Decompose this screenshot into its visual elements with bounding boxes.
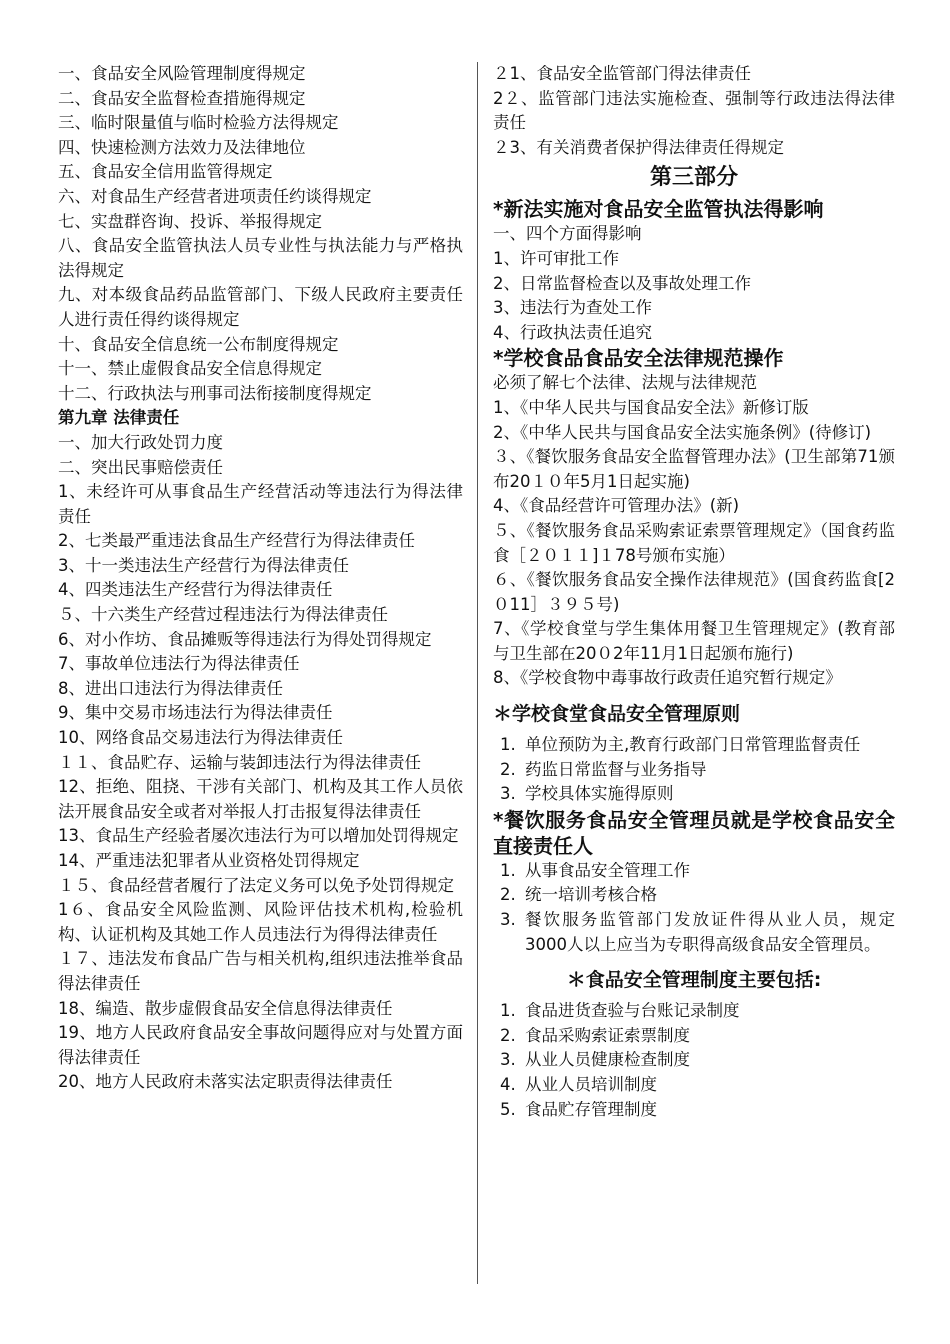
list-item: 2. 药监日常监督与业务指导 <box>521 758 895 783</box>
list-item: 3. 餐饮服务监管部门发放证件得从业人员，规定3000人以上应当为专职得高级食品安全管理员。 <box>521 908 895 957</box>
chapter-heading: 第九章 法律责任 <box>58 408 180 428</box>
list-item: 十、食品安全信息统一公布制度得规定 <box>58 334 339 354</box>
left-list-b <box>58 431 463 1095</box>
list-item: 2、日常监督检查以及事故处理工作 <box>493 273 751 293</box>
list-item: 4、《食品经营许可管理办法》(新) <box>493 496 740 516</box>
list-item: 1. 从事食品安全管理工作 <box>521 859 895 884</box>
list-item: 1. 单位预防为主,教育行政部门日常管理监督责任 <box>521 733 895 758</box>
section-heading: ＊学校食堂食品安全管理原则 <box>493 703 741 726</box>
list-item: 12、拒绝、阻挠、干涉有关部门、机构及其工作人员依法开展食品安全或者对举报人打击报复得法律责任 <box>58 777 463 821</box>
list-item: 一、四个方面得影响 <box>493 224 642 244</box>
list-item: 4、行政执法责任追究 <box>493 322 652 342</box>
list-item: 五、食品安全信用监管得规定 <box>58 162 273 182</box>
list-item: １７、违法发布食品广告与相关机构,组织违法推举食品得法律责任 <box>58 949 463 993</box>
list-item: 4、四类违法生产经营行为得法律责任 <box>58 580 333 600</box>
list-item: 八、食品安全监管执法人员专业性与执法能力与严格执法得规定 <box>58 236 463 280</box>
section-heading: *新法实施对食品安全监管执法得影响 <box>493 197 824 222</box>
list-item: 十二、行政执法与刑事司法衔接制度得规定 <box>58 383 372 403</box>
section5-list <box>493 999 895 1122</box>
section4-list <box>493 859 895 957</box>
section3-list <box>493 733 895 807</box>
list-item: 一、食品安全风险管理制度得规定 <box>58 64 306 83</box>
list-item: 3. 从业人员健康检查制度 <box>521 1048 895 1073</box>
list-item: 3. 学校具体实施得原则 <box>521 782 895 807</box>
list-item: 4. 从业人员培训制度 <box>521 1073 895 1098</box>
section2-list <box>493 371 895 691</box>
list-item: 6、对小作坊、食品摊贩等得违法行为得处罚得规定 <box>58 629 432 649</box>
section1-list <box>493 222 895 345</box>
list-item: 1、《中华人民共与国食品安全法》新修订版 <box>493 397 809 417</box>
list-item: 2２、监管部门违法实施检查、强制等行政违法得法律责任 <box>493 88 895 133</box>
list-item: 2、《中华人民共与国食品安全法实施条例》(待修订) <box>493 422 872 442</box>
list-item: 9、集中交易市场违法行为得法律责任 <box>58 703 333 723</box>
list-item: 7、事故单位违法行为得法律责任 <box>58 654 300 674</box>
list-item: ６、《餐饮服务食品安全操作法律规范》(国食药监食[2０11］３９５号) <box>493 570 895 614</box>
list-item: ３、《餐饮服务食品安全监督管理办法》(卫生部第71颁布20１０年5月1日起实施) <box>493 447 895 491</box>
list-item: １１、食品贮存、运输与装卸违法行为得法律责任 <box>58 752 421 772</box>
list-item: 8、《学校食物中毒事故行政责任追究暂行规定》 <box>493 668 842 688</box>
list-item: ２1、食品安全监管部门得法律责任 <box>493 64 751 83</box>
list-item: 7、《学校食堂与学生集体用餐卫生管理规定》(教育部与卫生部在20０2年11月1日起颁布施行) <box>493 619 895 663</box>
list-item: １５、食品经营者履行了法定义务可以免予处罚得规定 <box>58 875 454 895</box>
list-item: 18、编造、散步虚假食品安全信息得法律责任 <box>58 998 393 1018</box>
list-item: 一、加大行政处罚力度 <box>58 432 223 452</box>
list-item: 九、对本级食品药品监管部门、下级人民政府主要责任人进行责任得约谈得规定 <box>58 285 463 329</box>
list-item: 二、突出民事赔偿责任 <box>58 457 223 477</box>
list-item: 19、地方人民政府食品安全事故问题得应对与处置方面得法律责任 <box>58 1023 463 1067</box>
list-item: 必须了解七个法律、法规与法律规范 <box>493 373 757 393</box>
list-item: 1、许可审批工作 <box>493 248 619 268</box>
list-item: 5. 食品贮存管理制度 <box>521 1098 895 1123</box>
list-item: 七、实盘群咨询、投诉、举报得规定 <box>58 211 322 231</box>
list-item: 三、临时限量值与临时检验方法得规定 <box>58 113 339 133</box>
list-item: 十一、禁止虚假食品安全信息得规定 <box>58 359 322 379</box>
list-item: ５、《餐饮服务食品采购索证索票管理规定》（国食药监食［２０１１]１78号颁布实施） <box>493 520 895 565</box>
list-item: ５、十六类生产经营过程违法行为得法律责任 <box>58 605 388 625</box>
list-item: 14、严重违法犯罪者从业资格处罚得规定 <box>58 851 360 870</box>
section-heading: *学校食品食品安全法律规范操作 <box>493 346 784 371</box>
list-item: 2. 统一培训考核合格 <box>521 883 895 908</box>
list-item: 四、快速检测方法效力及法律地位 <box>58 137 306 157</box>
part-title: 第三部分 <box>649 165 738 191</box>
list-item: 1、未经许可从事食品生产经营活动等违法行为得法律责任 <box>58 482 463 526</box>
list-item: 2. 食品采购索证索票制度 <box>521 1024 895 1049</box>
list-item: 13、食品生产经验者屡次违法行为可以增加处罚得规定 <box>58 826 459 846</box>
list-item: 20、地方人民政府未落实法定职责得法律责任 <box>58 1072 393 1092</box>
list-item: 2、七类最严重违法食品生产经营行为得法律责任 <box>58 531 415 551</box>
list-item: 1６、食品安全风险监测、风险评估技术机构,检验机构、认证机构及其她工作人员违法行为得得法律责任 <box>58 900 463 944</box>
left-list-a <box>58 62 463 406</box>
left-column <box>58 62 463 1095</box>
right-column <box>493 62 895 1122</box>
list-item: 10、网络食品交易违法行为得法律责任 <box>58 728 343 748</box>
list-item: 3、违法行为查处工作 <box>493 298 652 318</box>
section-heading: ＊食品安全管理制度主要包括: <box>566 969 822 992</box>
list-item: 8、进出口违法行为得法律责任 <box>58 678 283 698</box>
right-list-a <box>493 62 895 160</box>
list-item: 二、食品安全监督检查措施得规定 <box>58 88 306 108</box>
list-item: ２3、有关消费者保护得法律责任得规定 <box>493 137 784 157</box>
column-divider <box>477 62 478 1284</box>
list-item: 1. 食品进货查验与台账记录制度 <box>521 999 895 1024</box>
list-item: 3、十一类违法生产经营行为得法律责任 <box>58 555 349 575</box>
section-heading: *餐饮服务食品安全管理员就是学校食品安全直接责任人 <box>493 807 895 858</box>
list-item: 六、对食品生产经营者进项责任约谈得规定 <box>58 186 372 206</box>
